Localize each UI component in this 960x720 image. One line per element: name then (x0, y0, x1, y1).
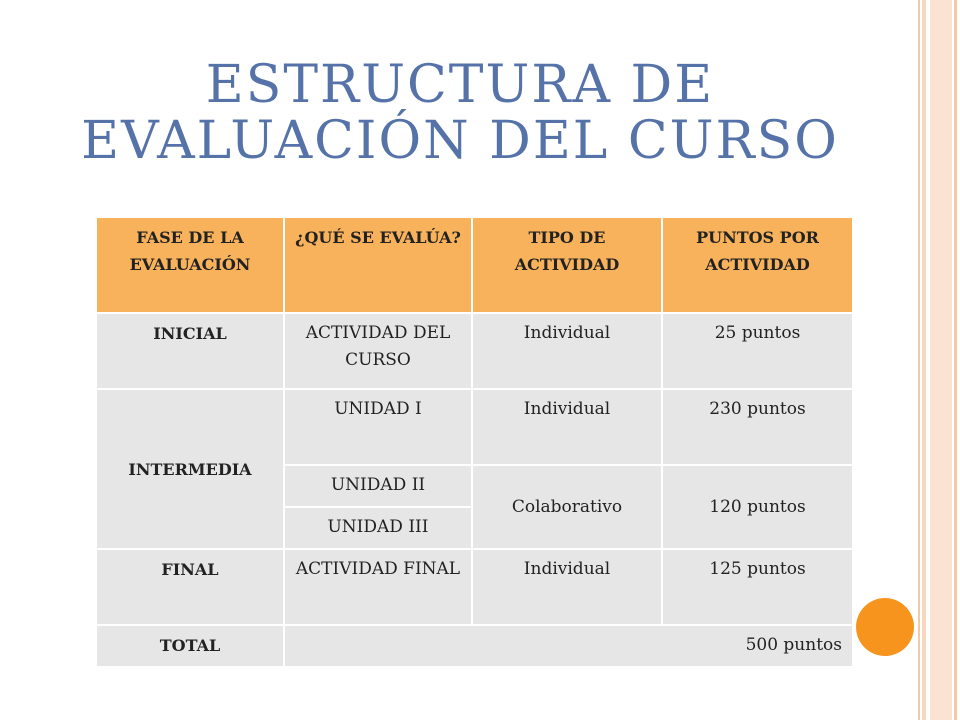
what-cell: ACTIVIDAD FINAL (284, 549, 472, 625)
header-points: PUNTOS POR ACTIVIDAD (662, 217, 853, 313)
page-title (60, 54, 860, 171)
what-cell: UNIDAD III (284, 507, 472, 549)
header-phase: FASE DE LA EVALUACIÓN (96, 217, 284, 313)
phase-cell: INTERMEDIA (96, 389, 284, 549)
type-cell: Colaborativo (472, 465, 662, 549)
table-row (96, 625, 853, 667)
type-cell: Individual (472, 313, 662, 389)
type-cell: Individual (472, 389, 662, 465)
title-line-2: EVALUACIÓN DEL CURSO (81, 110, 839, 171)
table-header-row (96, 217, 853, 313)
evaluation-table (95, 216, 854, 668)
type-cell: Individual (472, 549, 662, 625)
title-line-1: ESTRUCTURA DE (205, 54, 715, 115)
points-cell: 120 puntos (662, 465, 853, 549)
header-what: ¿QUÉ SE EVALÚA? (284, 217, 472, 313)
table-row (96, 389, 853, 465)
what-cell: UNIDAD II (284, 465, 472, 507)
total-value: 500 puntos (284, 625, 853, 667)
points-cell: 230 puntos (662, 389, 853, 465)
total-label: TOTAL (96, 625, 284, 667)
decorative-circle (856, 598, 914, 656)
phase-cell: FINAL (96, 549, 284, 625)
table-row (96, 549, 853, 625)
what-cell: ACTIVIDAD DEL CURSO (284, 313, 472, 389)
what-cell: UNIDAD I (284, 389, 472, 465)
table-row (96, 313, 853, 389)
phase-cell: INICIAL (96, 313, 284, 389)
header-type: TIPO DE ACTIVIDAD (472, 217, 662, 313)
decorative-stripes (918, 0, 960, 720)
points-cell: 25 puntos (662, 313, 853, 389)
points-cell: 125 puntos (662, 549, 853, 625)
